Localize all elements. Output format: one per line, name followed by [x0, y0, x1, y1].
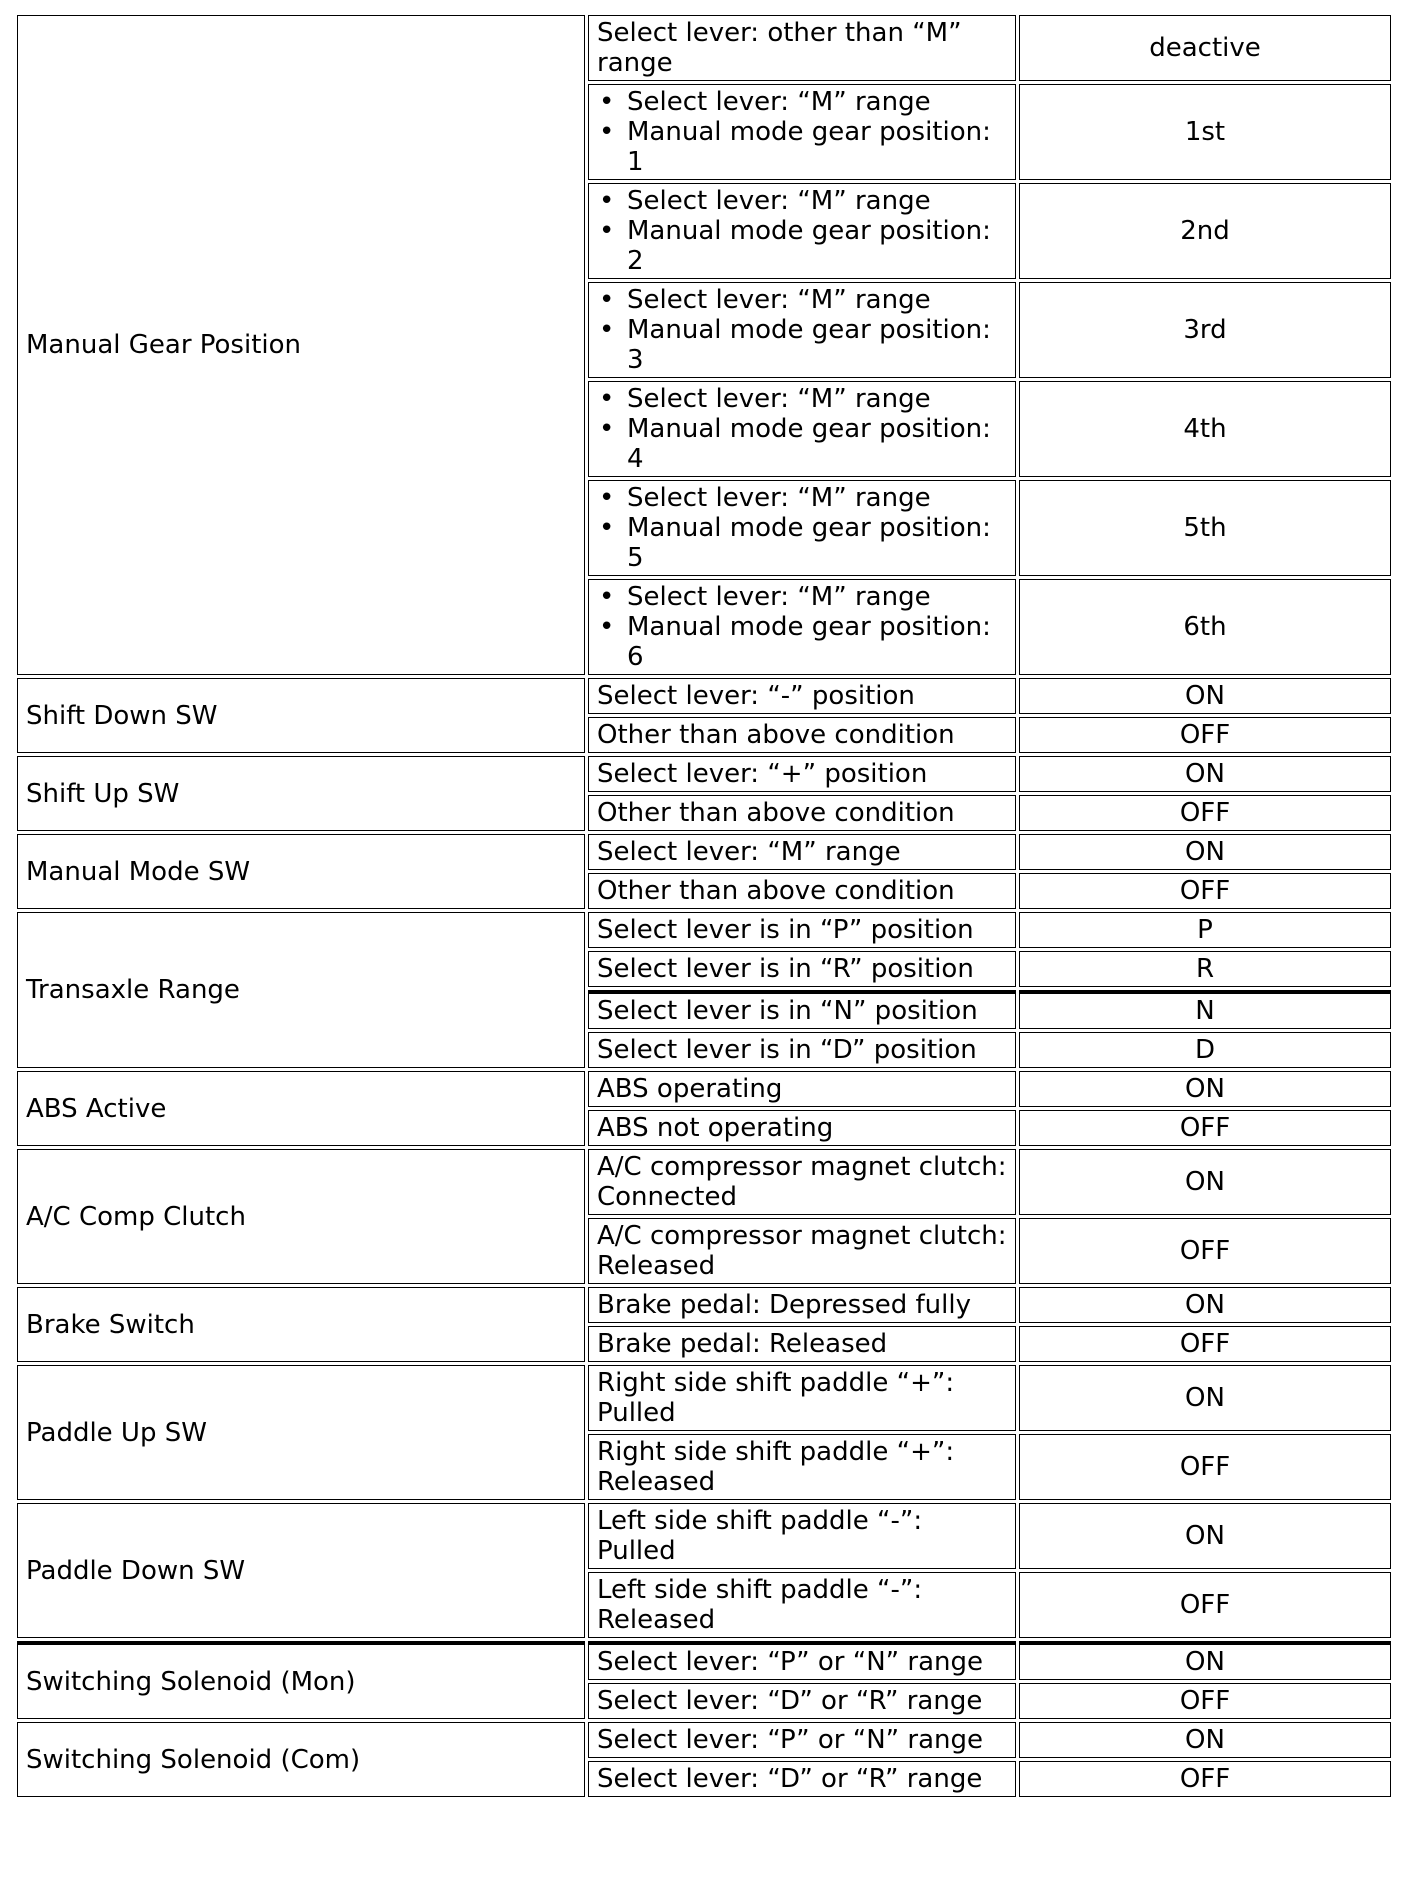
value-cell: OFF [1019, 1572, 1391, 1638]
value-cell: 5th [1019, 480, 1391, 576]
item-name-cell: Manual Mode SW [17, 834, 585, 909]
value-cell: OFF [1019, 1761, 1391, 1797]
condition-cell: Select lever: “D” or “R” range [588, 1761, 1016, 1797]
condition-bullet: • Manual mode gear position: 1 [597, 117, 1007, 177]
condition-cell: Brake pedal: Released [588, 1326, 1016, 1362]
value-cell: ON [1019, 678, 1391, 714]
value-cell: ON [1019, 1149, 1391, 1215]
condition-bullet-list [597, 582, 1007, 672]
value-cell: D [1019, 1032, 1391, 1068]
value-cell: ON [1019, 1503, 1391, 1569]
condition-bullet: • Manual mode gear position: 6 [597, 612, 1007, 672]
table-row [17, 1722, 1391, 1758]
item-name-cell: Brake Switch [17, 1287, 585, 1362]
condition-bullet-list [597, 186, 1007, 276]
condition-cell: Select lever: “D” or “R” range [588, 1683, 1016, 1719]
table-row [17, 1287, 1391, 1323]
condition-cell: ABS not operating [588, 1110, 1016, 1146]
condition-cell: Other than above condition [588, 717, 1016, 753]
spec-table [14, 12, 1394, 1800]
item-name-cell: Switching Solenoid (Com) [17, 1722, 585, 1797]
condition-cell: Select lever: “P” or “N” range [588, 1641, 1016, 1680]
condition-bullet: • Select lever: “M” range [597, 582, 1007, 612]
item-name-cell: ABS Active [17, 1071, 585, 1146]
condition-bullet: • Manual mode gear position: 2 [597, 216, 1007, 276]
condition-bullet-list [597, 87, 1007, 177]
condition-cell [588, 282, 1016, 378]
item-name-cell: Transaxle Range [17, 912, 585, 1068]
value-cell: OFF [1019, 1434, 1391, 1500]
value-cell: R [1019, 951, 1391, 987]
condition-cell [588, 480, 1016, 576]
value-cell: ON [1019, 834, 1391, 870]
item-name-cell: Manual Gear Position [17, 15, 585, 675]
table-row [17, 678, 1391, 714]
table-row [17, 912, 1391, 948]
value-cell: OFF [1019, 717, 1391, 753]
item-name-cell: A/C Comp Clutch [17, 1149, 585, 1284]
condition-cell: Other than above condition [588, 873, 1016, 909]
condition-cell: Select lever: other than “M” range [588, 15, 1016, 81]
value-cell: deactive [1019, 15, 1391, 81]
condition-cell: Brake pedal: Depressed fully [588, 1287, 1016, 1323]
condition-bullet: • Select lever: “M” range [597, 186, 1007, 216]
value-cell: 1st [1019, 84, 1391, 180]
value-cell: OFF [1019, 1326, 1391, 1362]
table-row [17, 1071, 1391, 1107]
item-name-cell: Paddle Down SW [17, 1503, 585, 1638]
value-cell: ON [1019, 1365, 1391, 1431]
value-cell: OFF [1019, 795, 1391, 831]
condition-bullet: • Select lever: “M” range [597, 87, 1007, 117]
condition-bullet-list [597, 483, 1007, 573]
value-cell: ON [1019, 1287, 1391, 1323]
condition-cell: Other than above condition [588, 795, 1016, 831]
condition-bullet: • Select lever: “M” range [597, 384, 1007, 414]
condition-cell: Select lever is in “D” position [588, 1032, 1016, 1068]
item-name-cell: Shift Up SW [17, 756, 585, 831]
value-cell: ON [1019, 1722, 1391, 1758]
condition-cell: Select lever: “P” or “N” range [588, 1722, 1016, 1758]
condition-bullet-list [597, 285, 1007, 375]
condition-cell [588, 183, 1016, 279]
condition-bullet: • Manual mode gear position: 4 [597, 414, 1007, 474]
condition-cell: Select lever: “-” position [588, 678, 1016, 714]
item-name-cell: Paddle Up SW [17, 1365, 585, 1500]
value-cell: 2nd [1019, 183, 1391, 279]
table-row [17, 1149, 1391, 1215]
item-name-cell: Switching Solenoid (Mon) [17, 1641, 585, 1719]
condition-bullet: • Select lever: “M” range [597, 285, 1007, 315]
condition-cell: Select lever is in “R” position [588, 951, 1016, 987]
condition-cell: A/C compressor magnet clutch: Released [588, 1218, 1016, 1284]
condition-bullet: • Manual mode gear position: 3 [597, 315, 1007, 375]
condition-cell: Left side shift paddle “-”: Released [588, 1572, 1016, 1638]
value-cell: 6th [1019, 579, 1391, 675]
value-cell: OFF [1019, 873, 1391, 909]
condition-cell: Select lever is in “N” position [588, 990, 1016, 1029]
value-cell: ON [1019, 1071, 1391, 1107]
condition-bullet: • Select lever: “M” range [597, 483, 1007, 513]
table-row [17, 1365, 1391, 1431]
condition-cell: Select lever: “+” position [588, 756, 1016, 792]
table-row [17, 834, 1391, 870]
value-cell: 3rd [1019, 282, 1391, 378]
condition-bullet: • Manual mode gear position: 5 [597, 513, 1007, 573]
table-row [17, 1641, 1391, 1680]
item-name-cell: Shift Down SW [17, 678, 585, 753]
value-cell: P [1019, 912, 1391, 948]
value-cell: OFF [1019, 1218, 1391, 1284]
condition-cell: Right side shift paddle “+”: Pulled [588, 1365, 1016, 1431]
spec-table-body [17, 15, 1391, 1797]
value-cell: OFF [1019, 1683, 1391, 1719]
value-cell: 4th [1019, 381, 1391, 477]
condition-cell: Left side shift paddle “-”: Pulled [588, 1503, 1016, 1569]
condition-cell: A/C compressor magnet clutch: Connected [588, 1149, 1016, 1215]
value-cell: OFF [1019, 1110, 1391, 1146]
table-row [17, 1503, 1391, 1569]
value-cell: ON [1019, 756, 1391, 792]
table-row [17, 15, 1391, 81]
condition-cell [588, 381, 1016, 477]
condition-cell [588, 84, 1016, 180]
condition-bullet-list [597, 384, 1007, 474]
table-row [17, 756, 1391, 792]
condition-cell: Select lever is in “P” position [588, 912, 1016, 948]
value-cell: N [1019, 990, 1391, 1029]
condition-cell: Right side shift paddle “+”: Released [588, 1434, 1016, 1500]
value-cell: ON [1019, 1641, 1391, 1680]
condition-cell [588, 579, 1016, 675]
condition-cell: Select lever: “M” range [588, 834, 1016, 870]
condition-cell: ABS operating [588, 1071, 1016, 1107]
